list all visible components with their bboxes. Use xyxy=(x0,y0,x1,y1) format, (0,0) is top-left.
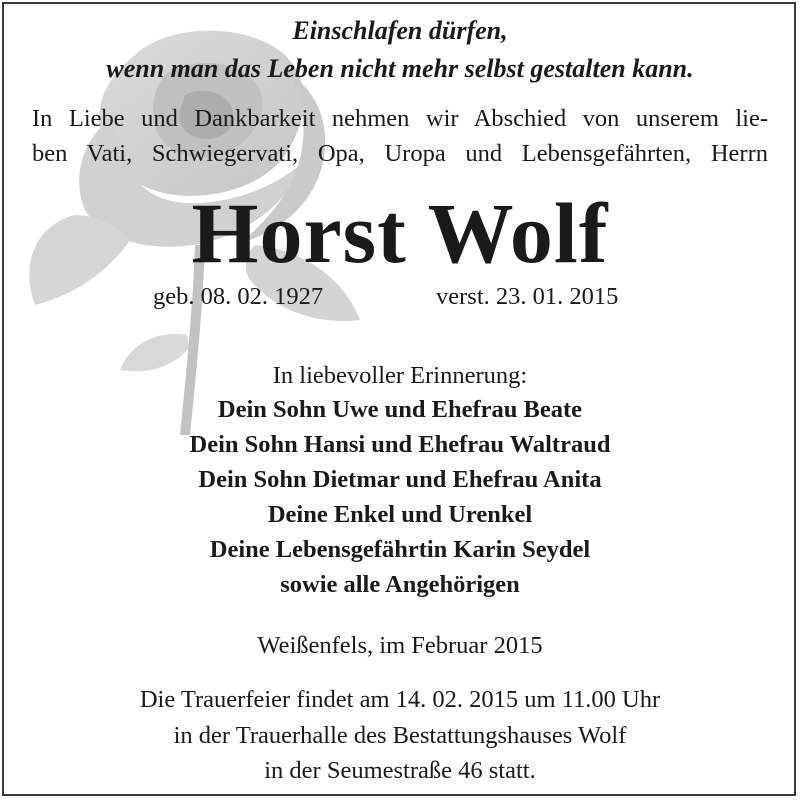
mourner-line: Dein Sohn Dietmar und Ehefrau Anita xyxy=(198,466,602,493)
place-date: Weißenfels, im Februar 2015 xyxy=(257,632,543,659)
motto-line-2: wenn man das Leben nicht mehr selbst gestalten kann. xyxy=(106,54,694,83)
birth-date: geb. 08. 02. 1927 xyxy=(153,283,324,310)
intro-line-2: ben Vati, Schwiegervati, Opa, Uropa und Lebensgefährten, Herrn xyxy=(32,140,768,167)
mourner-line: Dein Sohn Uwe und Ehefrau Beate xyxy=(217,396,583,423)
funeral-line-1: Die Trauerfeier findet am 14. 02. 2015 um 11.00 Uhr xyxy=(139,686,661,713)
mourner-line: Deine Enkel und Urenkel xyxy=(267,501,533,528)
deceased-name: Horst Wolf xyxy=(191,185,609,281)
mourner-line: Deine Lebensgefährtin Karin Seydel xyxy=(209,536,591,563)
motto-line-1: Einschlafen dürfen, xyxy=(292,16,508,45)
mourner-line: Dein Sohn Hansi und Ehefrau Waltraud xyxy=(189,431,611,458)
intro-line-1: In Liebe und Dankbarkeit nehmen wir Abschied von unserem lie- xyxy=(32,105,768,132)
death-date: verst. 23. 01. 2015 xyxy=(436,283,619,310)
funeral-line-3: in der Seumestraße 46 statt. xyxy=(264,757,536,784)
mourner-line: sowie alle Angehörigen xyxy=(280,571,520,598)
life-dates xyxy=(0,283,800,315)
remembrance-heading: In liebevoller Erinnerung: xyxy=(272,362,528,389)
funeral-line-2: in der Trauerhalle des Bestattungshauses Wolf xyxy=(173,722,627,749)
